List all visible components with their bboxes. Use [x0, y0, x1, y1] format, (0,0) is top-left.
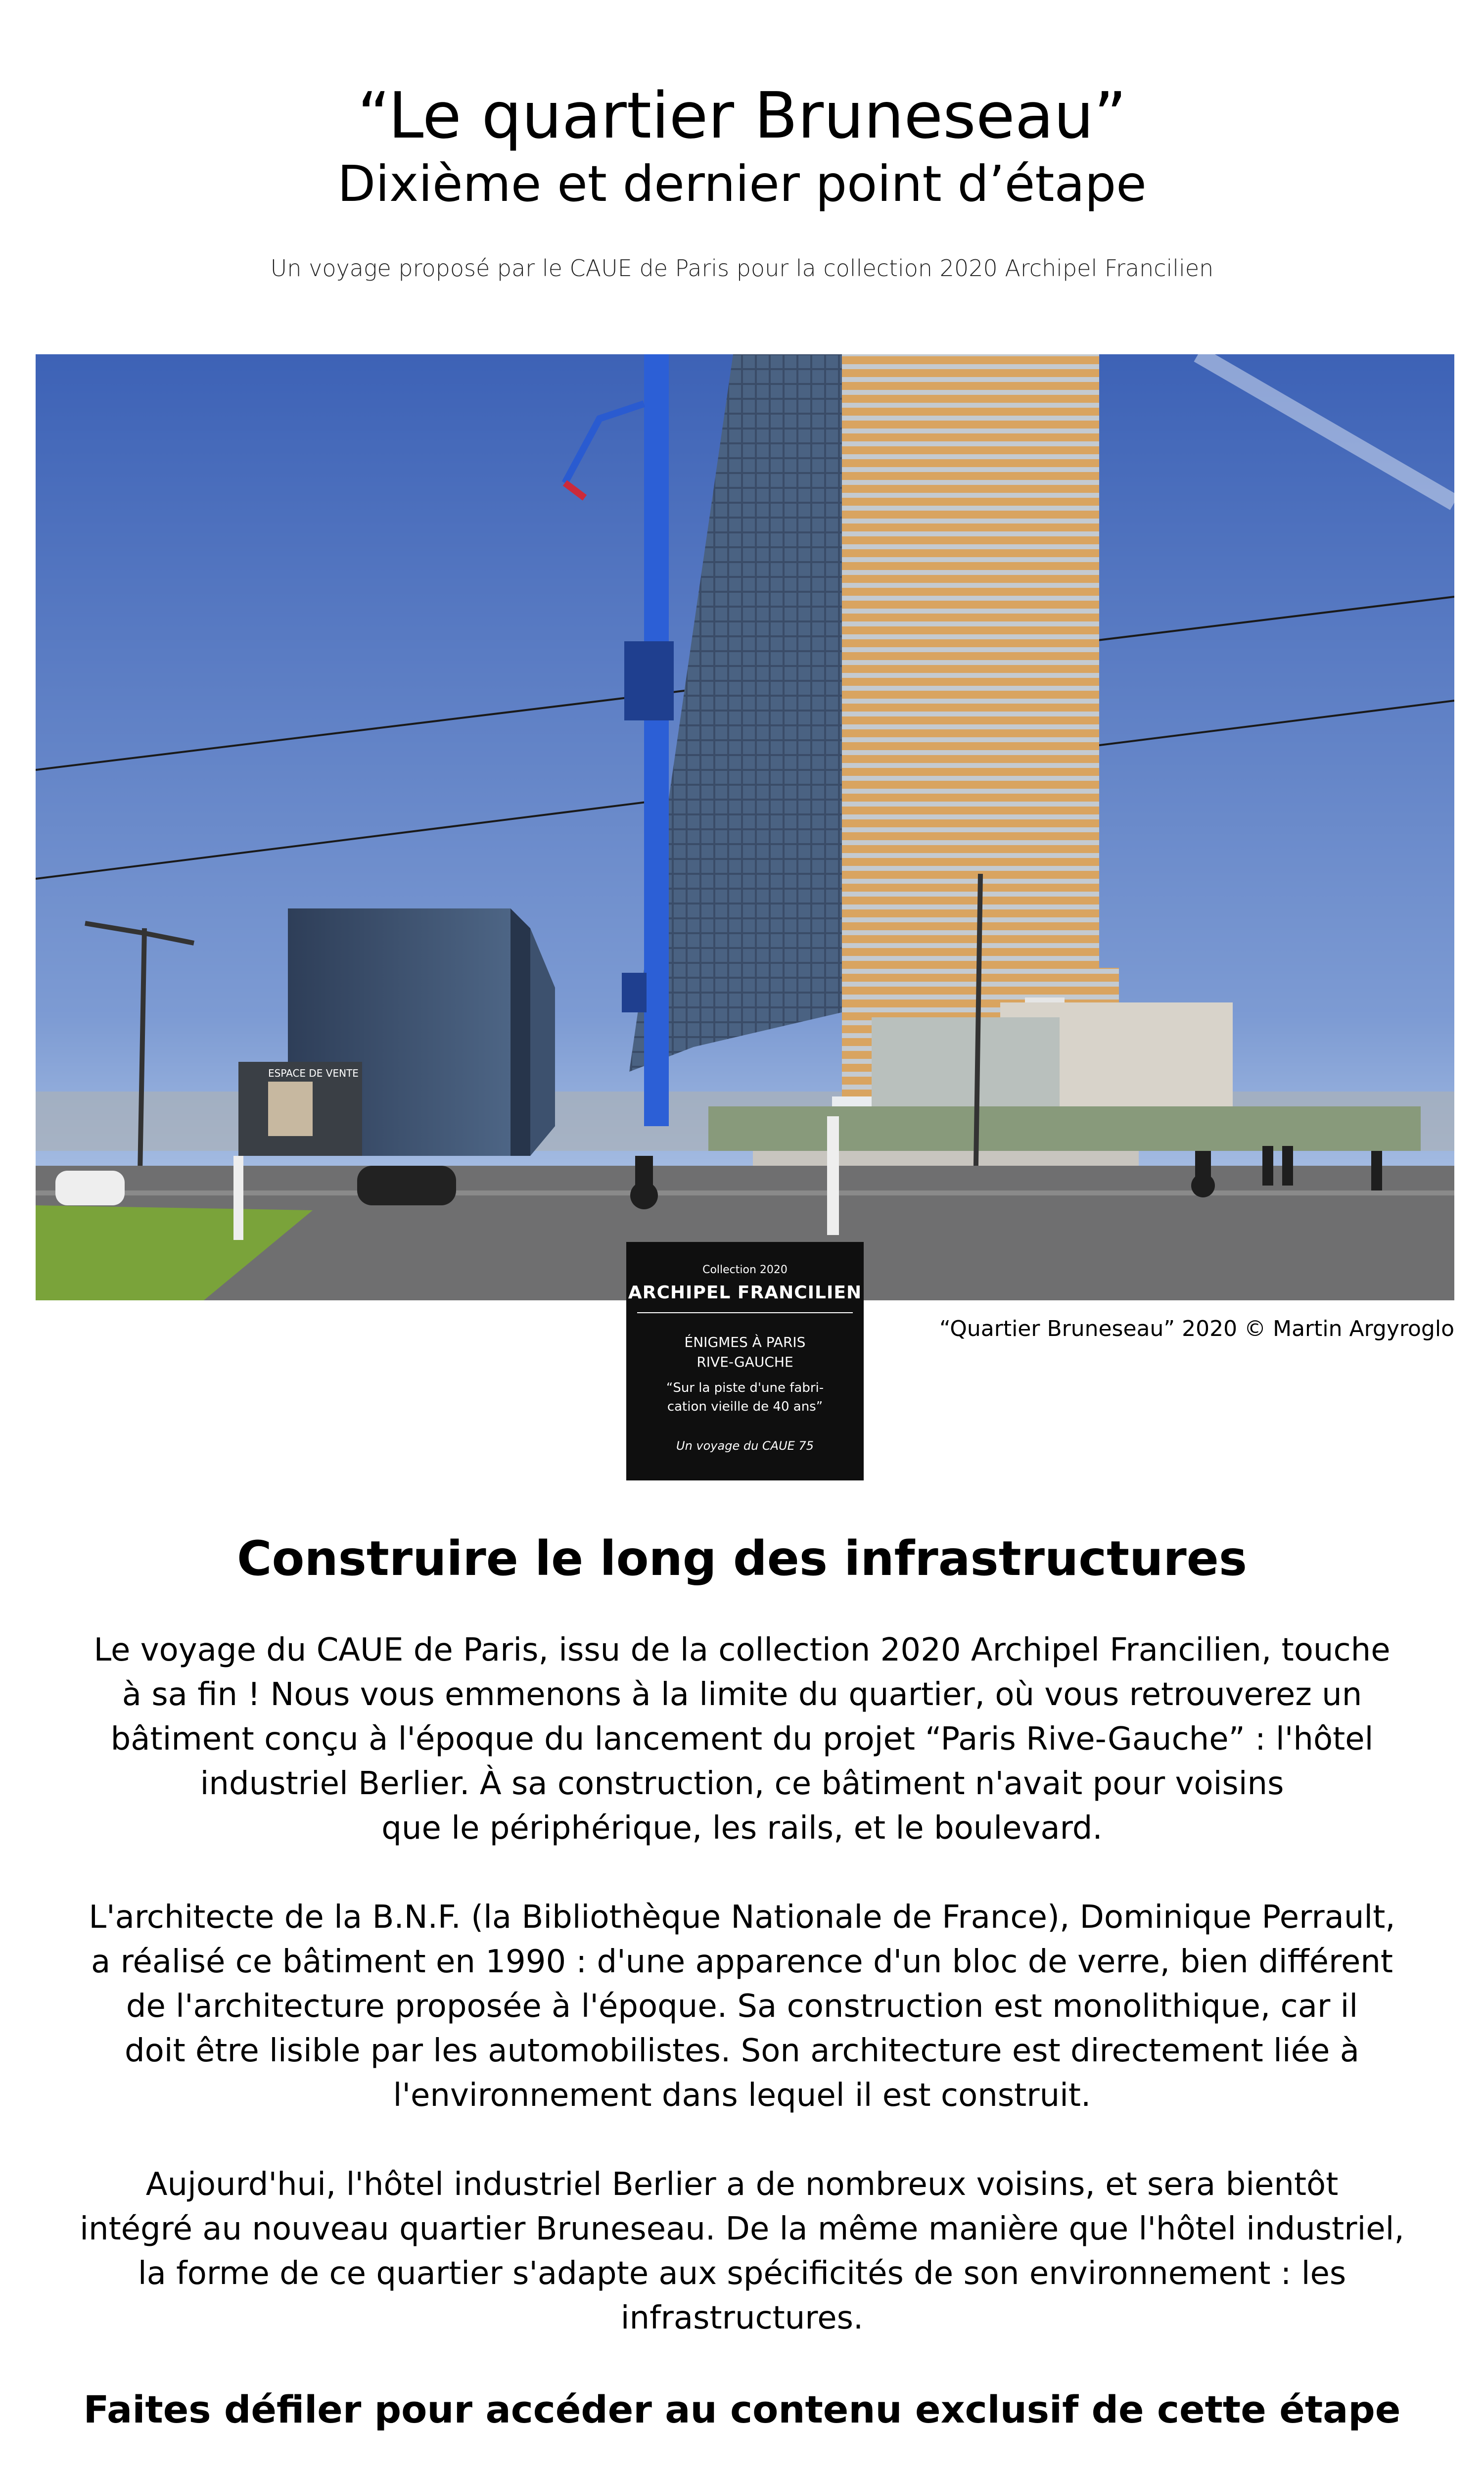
road-marking	[36, 1190, 1454, 1195]
badge-name: ARCHIPEL FRANCILIEN	[628, 1283, 862, 1303]
bruneseau-photo	[36, 354, 1454, 1300]
paragraph-line: infrastructures.	[620, 2300, 864, 2336]
tagline: Un voyage proposé par le CAUE de Paris pour la collection 2020 Archipel Francilien	[270, 255, 1214, 282]
paragraph-line: a réalisé ce bâtiment en 1990 : d'une apparence d'un bloc de verre, bien différent	[91, 1944, 1393, 1980]
page-title: “Le quartier Bruneseau”	[357, 79, 1127, 153]
badge-quote: cation vieille de 40 ans”	[667, 1399, 823, 1414]
bollard	[233, 1156, 243, 1240]
badge-byline: Un voyage du CAUE 75	[676, 1439, 814, 1453]
paragraph-line: Aujourd'hui, l'hôtel industriel Berlier a de nombreux voisins, et sera bientôt	[145, 2166, 1339, 2203]
paragraph-line: L'architecte de la B.N.F. (la Bibliothèque Nationale de France), Dominique Perrault,	[89, 1899, 1395, 1936]
paragraph-architect	[30, 1895, 1454, 2118]
paragraph-line: bâtiment conçu à l'époque du lancement du projet “Paris Rive-Gauche” : l'hôtel	[110, 1721, 1374, 1758]
badge-collection: Collection 2020	[702, 1264, 788, 1276]
construction-hoarding	[708, 1106, 1421, 1151]
badge-divider	[637, 1312, 853, 1313]
paragraph-line: l'environnement dans lequel il est construit.	[393, 2077, 1091, 2114]
paragraph-line: à sa fin ! Nous vous emmenons à la limite du quartier, où vous retrouverez un	[122, 1676, 1362, 1713]
sales-office	[238, 1062, 362, 1156]
collection-badge	[626, 1242, 864, 1480]
badge-enigmes: RIVE-GAUCHE	[696, 1354, 793, 1370]
badge-enigmes: ÉNIGMES À PARIS	[684, 1334, 806, 1350]
section-title: Construire le long des infrastructures	[236, 1531, 1247, 1586]
photo-credit: “Quartier Bruneseau” 2020 © Martin Argyroglo	[939, 1316, 1454, 1341]
paragraph-line: doit être lisible par les automobilistes. Son architecture est directement liée à	[125, 2033, 1359, 2069]
paragraph-line: Le voyage du CAUE de Paris, issu de la collection 2020 Archipel Francilien, touche	[93, 1632, 1391, 1668]
paragraph-intro	[30, 1628, 1454, 1851]
paragraph-line: intégré au nouveau quartier Bruneseau. De la même manière que l'hôtel industriel,	[80, 2211, 1404, 2247]
car	[55, 1171, 125, 1205]
paragraph-today	[30, 2162, 1454, 2340]
paragraph-line: industriel Berlier. À sa construction, ce bâtiment n'avait pour voisins	[200, 1765, 1284, 1802]
paragraph-line: que le périphérique, les rails, et le boulevard.	[381, 1810, 1103, 1847]
svg-text:ESPACE DE VENTE: ESPACE DE VENTE	[268, 1067, 359, 1079]
paragraph-line: la forme de ce quartier s'adapte aux spécificités de son environnement : les	[138, 2255, 1346, 2292]
car	[357, 1166, 456, 1205]
bollard	[827, 1116, 839, 1235]
paragraph-line: de l'architecture proposée à l'époque. Sa construction est monolithique, car il	[126, 1988, 1358, 2025]
scroll-cta: Faites défiler pour accéder au contenu exclusif de cette étape	[83, 2387, 1401, 2431]
badge-quote: “Sur la piste d'une fabri-	[666, 1380, 824, 1395]
page-subtitle: Dixième et dernier point d’étape	[337, 155, 1147, 213]
